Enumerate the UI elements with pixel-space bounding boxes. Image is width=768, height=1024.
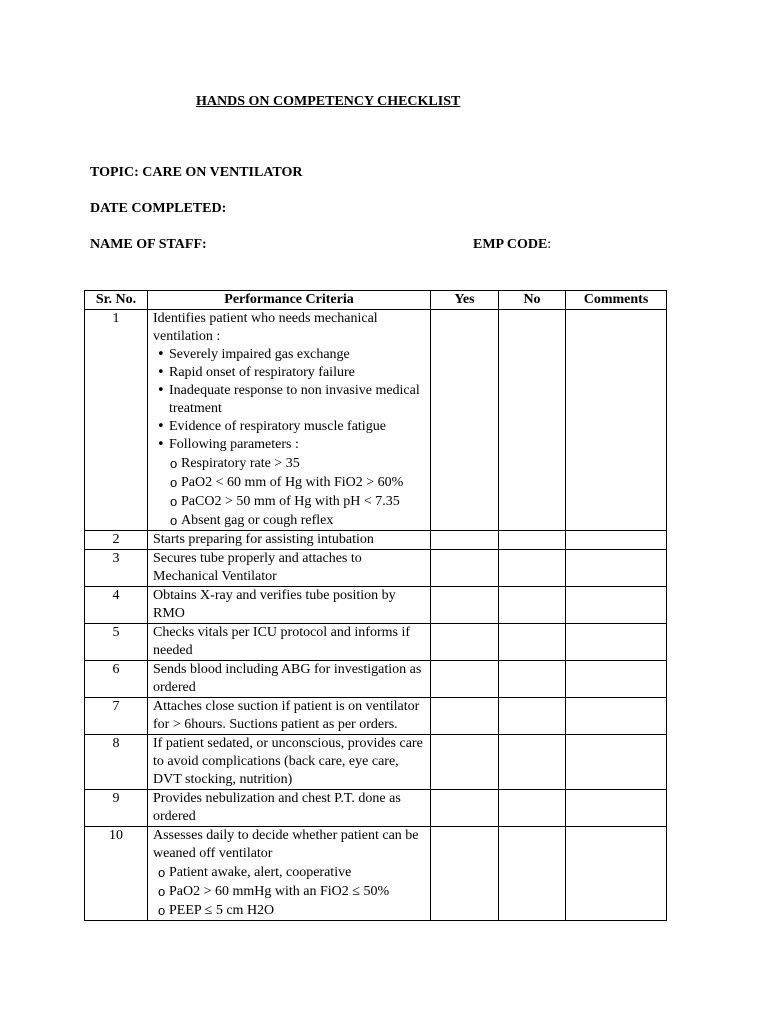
criteria-cell: Attaches close suction if patient is on ventilator for > 6hours. Suctions patient as per orders. (148, 698, 431, 735)
criteria-text: Identifies patient who needs mechanical ventilation : (153, 311, 378, 344)
no-cell[interactable] (499, 624, 566, 661)
criteria-text: Assesses daily to decide whether patient can be weaned off ventilator (153, 828, 419, 861)
sub-item: o PEEP ≤ 5 cm H2O (169, 901, 425, 920)
sr-no-cell: 4 (85, 587, 148, 624)
bullet-item: • Following parameters : (169, 436, 425, 454)
no-cell[interactable] (499, 550, 566, 587)
sr-no-cell: 6 (85, 661, 148, 698)
no-cell[interactable] (499, 735, 566, 790)
yes-cell[interactable] (431, 550, 499, 587)
document-title: HANDS ON COMPETENCY CHECKLIST (196, 94, 461, 109)
table-row (85, 827, 667, 921)
no-cell[interactable] (499, 698, 566, 735)
yes-cell[interactable] (431, 790, 499, 827)
sub-item: o Respiratory rate > 35 (181, 454, 425, 473)
bullet-item: • Rapid onset of respiratory failure (169, 364, 425, 382)
emp-code-colon: : (547, 237, 552, 252)
table-row (85, 587, 667, 624)
header-sr-no: Sr. No. (85, 291, 148, 310)
comments-cell[interactable] (566, 790, 667, 827)
competency-table (84, 290, 667, 921)
yes-cell[interactable] (431, 698, 499, 735)
sub-item: o PaCO2 > 50 mm of Hg with pH < 7.35 (181, 492, 425, 511)
criteria-cell: Sends blood including ABG for investigation as ordered (148, 661, 431, 698)
table-row (85, 698, 667, 735)
yes-cell[interactable] (431, 624, 499, 661)
criteria-cell: Starts preparing for assisting intubation (148, 531, 431, 550)
table-row (85, 624, 667, 661)
bullet-list (153, 346, 425, 454)
sr-no-cell: 2 (85, 531, 148, 550)
no-cell[interactable] (499, 827, 566, 921)
table-row (85, 735, 667, 790)
name-of-staff-label: NAME OF STAFF: (90, 237, 207, 252)
yes-cell[interactable] (431, 661, 499, 698)
sr-no-cell: 8 (85, 735, 148, 790)
bullet-item: • Severely impaired gas exchange (169, 346, 425, 364)
yes-cell[interactable] (431, 735, 499, 790)
sub-item: o Patient awake, alert, cooperative (169, 863, 425, 882)
header-yes: Yes (431, 291, 499, 310)
topic-line: TOPIC: CARE ON VENTILATOR (90, 165, 303, 180)
date-completed-label: DATE COMPLETED: (90, 201, 227, 216)
sub-item: o PaO2 < 60 mm of Hg with FiO2 > 60% (181, 473, 425, 492)
comments-cell[interactable] (566, 310, 667, 531)
header-performance-criteria: Performance Criteria (148, 291, 431, 310)
comments-cell[interactable] (566, 550, 667, 587)
comments-cell[interactable] (566, 735, 667, 790)
comments-cell[interactable] (566, 587, 667, 624)
emp-code-text: EMP CODE (473, 237, 548, 252)
table-row (85, 790, 667, 827)
comments-cell[interactable] (566, 827, 667, 921)
sr-no-cell: 10 (85, 827, 148, 921)
sr-no-cell: 5 (85, 624, 148, 661)
yes-cell[interactable] (431, 310, 499, 531)
yes-cell[interactable] (431, 531, 499, 550)
criteria-cell: Checks vitals per ICU protocol and informs if needed (148, 624, 431, 661)
criteria-cell: Provides nebulization and chest P.T. done as ordered (148, 790, 431, 827)
sr-no-cell: 9 (85, 790, 148, 827)
no-cell[interactable] (499, 790, 566, 827)
yes-cell[interactable] (431, 827, 499, 921)
criteria-cell: Obtains X-ray and verifies tube position by RMO (148, 587, 431, 624)
emp-code-label (473, 237, 551, 253)
sr-no-cell: 7 (85, 698, 148, 735)
comments-cell[interactable] (566, 531, 667, 550)
table-row (85, 550, 667, 587)
table-row (85, 310, 667, 531)
sr-no-cell: 1 (85, 310, 148, 531)
comments-cell[interactable] (566, 624, 667, 661)
comments-cell[interactable] (566, 698, 667, 735)
header-comments: Comments (566, 291, 667, 310)
bullet-item: • Evidence of respiratory muscle fatigue (169, 418, 425, 436)
sub-list (153, 863, 425, 920)
comments-cell[interactable] (566, 661, 667, 698)
criteria-cell (148, 310, 431, 531)
sub-item: o PaO2 > 60 mmHg with an FiO2 ≤ 50% (169, 882, 425, 901)
no-cell[interactable] (499, 587, 566, 624)
criteria-cell: Secures tube properly and attaches to Mechanical Ventilator (148, 550, 431, 587)
criteria-cell: If patient sedated, or unconscious, provides care to avoid complications (back care, eye care, DVT stocking, nutrition) (148, 735, 431, 790)
no-cell[interactable] (499, 531, 566, 550)
header-no: No (499, 291, 566, 310)
bullet-item: • Inadequate response to non invasive medical treatment (169, 382, 425, 418)
no-cell[interactable] (499, 661, 566, 698)
sub-item: o Absent gag or cough reflex (181, 511, 425, 530)
yes-cell[interactable] (431, 587, 499, 624)
sr-no-cell: 3 (85, 550, 148, 587)
sub-list (153, 454, 425, 530)
table-row (85, 661, 667, 698)
no-cell[interactable] (499, 310, 566, 531)
table-row (85, 531, 667, 550)
criteria-cell (148, 827, 431, 921)
table-header-row (85, 291, 667, 310)
